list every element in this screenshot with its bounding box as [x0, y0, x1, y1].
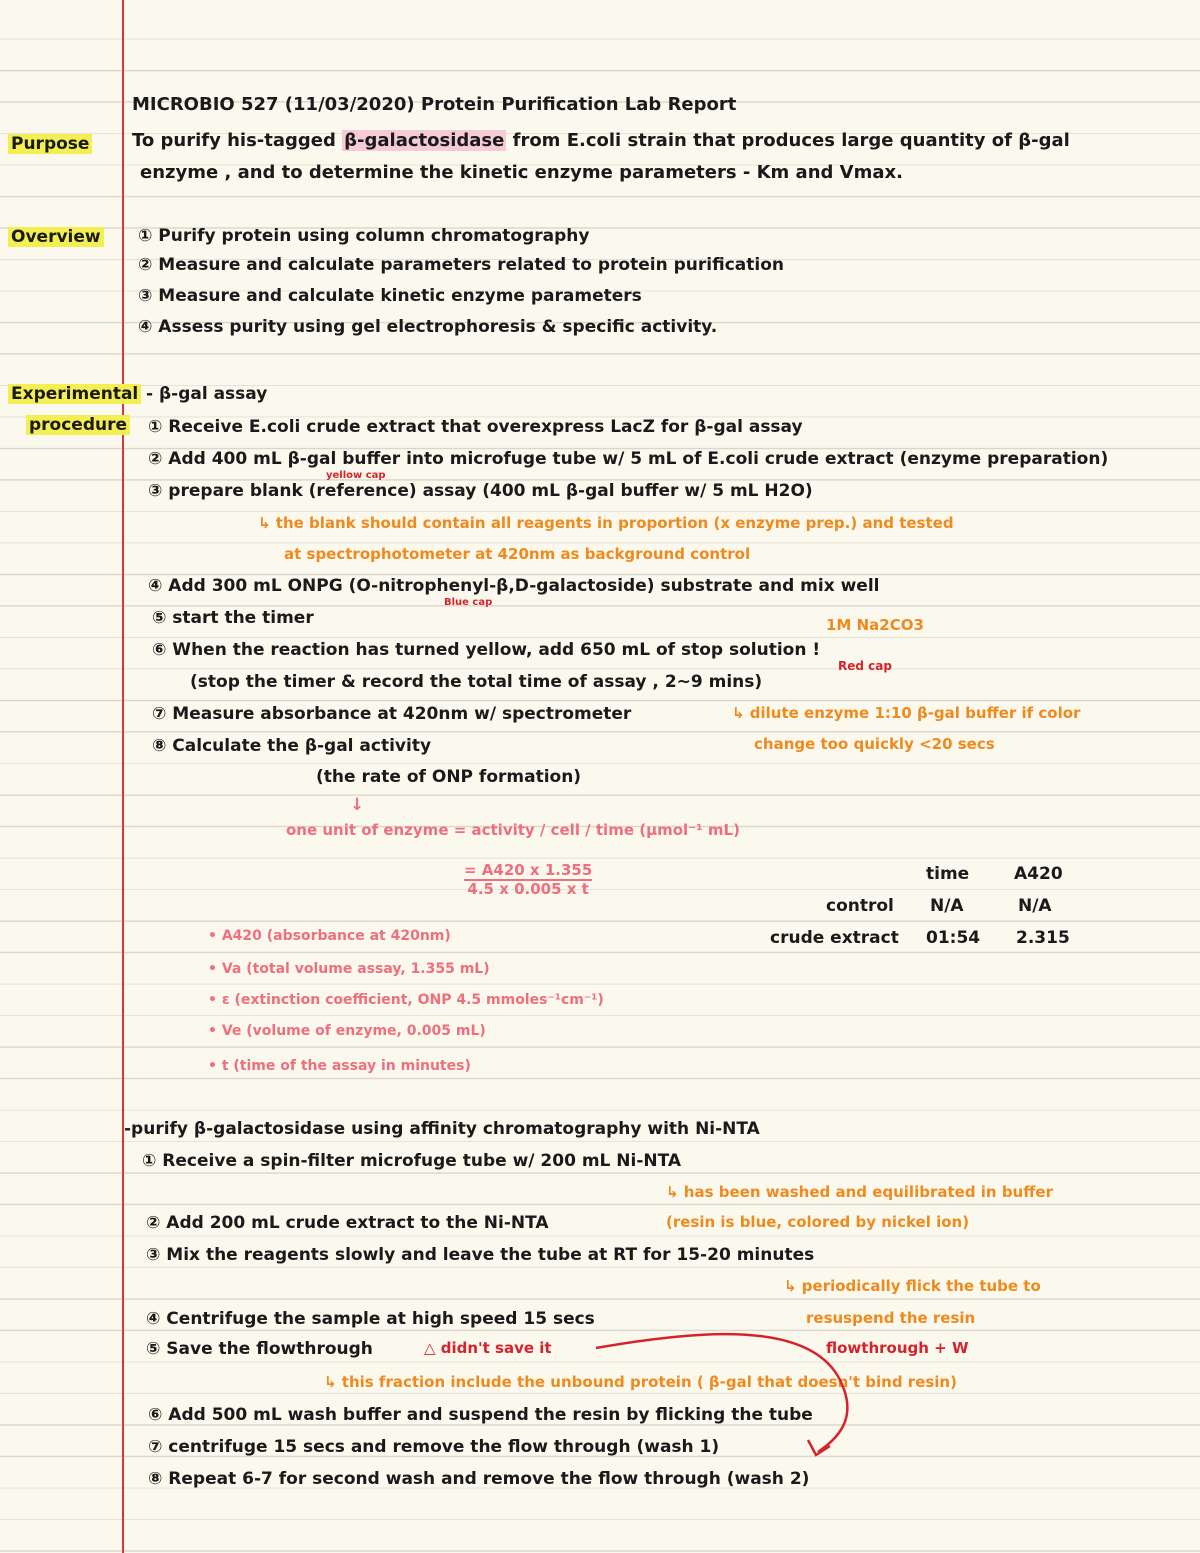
param-item: • Va (total volume assay, 1.355 mL) — [208, 961, 490, 977]
purify-step: ④ Centrifuge the sample at high speed 15 secs — [146, 1309, 595, 1329]
purify-step: ③ Mix the reagents slowly and leave the tube at RT for 15-20 minutes — [146, 1245, 815, 1265]
washed-note: (resin is blue, colored by nickel ion) — [666, 1213, 970, 1231]
flick-note: resuspend the resin — [806, 1309, 976, 1327]
table-cell-time: 01:54 — [926, 928, 981, 948]
overview-item: ② Measure and calculate parameters related to protein purification — [138, 255, 784, 275]
washed-note: ↳ has been washed and equilibrated in buffer — [666, 1183, 1053, 1201]
assay-step: ⑦ Measure absorbance at 420nm w/ spectrometer — [152, 704, 632, 724]
assay-step: ③ prepare blank (reference) assay (400 mL β-gal buffer w/ 5 mL H2O) — [148, 481, 813, 501]
assay-step: ② Add 400 mL β-gal buffer into microfuge tube w/ 5 mL of E.coli crude extract (enzyme preparation) — [148, 449, 1109, 469]
purpose-line-2: enzyme , and to determine the kinetic enzyme parameters - Km and Vmax. — [140, 162, 903, 183]
yellow-cap-note: yellow cap — [326, 470, 386, 481]
unit-definition: one unit of enzyme = activity / cell / time (μmol⁻¹ mL) — [286, 821, 740, 839]
table-row-label: control — [826, 896, 894, 916]
table-cell-time: N/A — [930, 896, 964, 916]
overview-item: ③ Measure and calculate kinetic enzyme parameters — [138, 286, 642, 306]
purify-step: ⑧ Repeat 6-7 for second wash and remove the flow through (wash 2) — [148, 1469, 810, 1489]
activity-formula: = A420 x 1.355 4.5 x 0.005 x t — [464, 861, 593, 899]
table-cell-a420: 2.315 — [1016, 928, 1070, 948]
fraction-note: ↳ this fraction include the unbound protein ( β-gal that doesn't bind resin) — [324, 1373, 957, 1391]
flowthrough-w-note: flowthrough + W — [826, 1339, 969, 1357]
blue-cap-note: Blue cap — [444, 597, 493, 608]
purpose-label: Purpose — [8, 135, 92, 155]
na2co3-note: 1M Na2CO3 — [826, 616, 924, 634]
purify-step: ⑤ Save the flowthrough — [146, 1339, 373, 1359]
experimental-label: Experimental — [8, 385, 141, 405]
down-arrow: ↓ — [350, 795, 365, 815]
assay-step: ⑧ Calculate the β-gal activity — [152, 736, 432, 756]
didnt-save-note: △ didn't save it — [424, 1339, 552, 1357]
overview-label: Overview — [8, 228, 104, 248]
page-title: MICROBIO 527 (11/03/2020) Protein Purification Lab Report — [132, 94, 737, 115]
assay-step: ④ Add 300 mL ONPG (O-nitrophenyl-β,D-galactoside) substrate and mix well — [148, 576, 880, 596]
table-header-time: time — [926, 864, 970, 884]
assay-step: ① Receive E.coli crude extract that overexpress LacZ for β-gal assay — [148, 417, 803, 437]
purpose-line-1: To purify his-tagged β-galactosidase from E.coli strain that produces large quantity of β-gal — [132, 130, 1070, 151]
purify-step: ⑥ Add 500 mL wash buffer and suspend the resin by flicking the tube — [148, 1405, 813, 1425]
table-cell-a420: N/A — [1018, 896, 1052, 916]
assay-step-note: (stop the timer & record the total time of assay , 2~9 mins) — [190, 672, 763, 692]
param-item: • A420 (absorbance at 420nm) — [208, 928, 451, 944]
assay-step: ⑥ When the reaction has turned yellow, add 650 mL of stop solution ! — [152, 640, 821, 660]
blank-note: at spectrophotometer at 420nm as background control — [284, 545, 751, 563]
flick-note: ↳ periodically flick the tube to — [784, 1277, 1041, 1295]
overview-item: ① Purify protein using column chromatography — [138, 226, 590, 246]
param-item: • ε (extinction coefficient, ONP 4.5 mmoles⁻¹cm⁻¹) — [208, 992, 604, 1008]
overview-item: ④ Assess purity using gel electrophoresis & specific activity. — [138, 317, 718, 337]
procedure-label: procedure — [26, 416, 130, 436]
assay-step: ⑤ start the timer — [152, 608, 314, 628]
table-header-a420: A420 — [1014, 864, 1063, 884]
param-item: • Ve (volume of enzyme, 0.005 mL) — [208, 1023, 486, 1039]
purify-step: ⑦ centrifuge 15 secs and remove the flow through (wash 1) — [148, 1437, 720, 1457]
purify-title: -purify β-galactosidase using affinity chromatography with Ni-NTA — [124, 1119, 760, 1139]
beta-gal-assay-title: - β-gal assay — [146, 384, 268, 404]
red-cap-note: Red cap — [838, 659, 892, 673]
purify-step: ① Receive a spin-filter microfuge tube w/ 200 mL Ni-NTA — [142, 1151, 682, 1171]
table-row-label: crude extract — [770, 928, 899, 948]
dilute-note: ↳ dilute enzyme 1:10 β-gal buffer if color — [732, 704, 1081, 722]
dilute-note: change too quickly <20 secs — [754, 735, 995, 753]
param-item: • t (time of the assay in minutes) — [208, 1058, 471, 1074]
rate-note: (the rate of ONP formation) — [316, 767, 582, 787]
blank-note: ↳ the blank should contain all reagents in proportion (x enzyme prep.) and tested — [258, 514, 954, 532]
purify-step: ② Add 200 mL crude extract to the Ni-NTA — [146, 1213, 549, 1233]
